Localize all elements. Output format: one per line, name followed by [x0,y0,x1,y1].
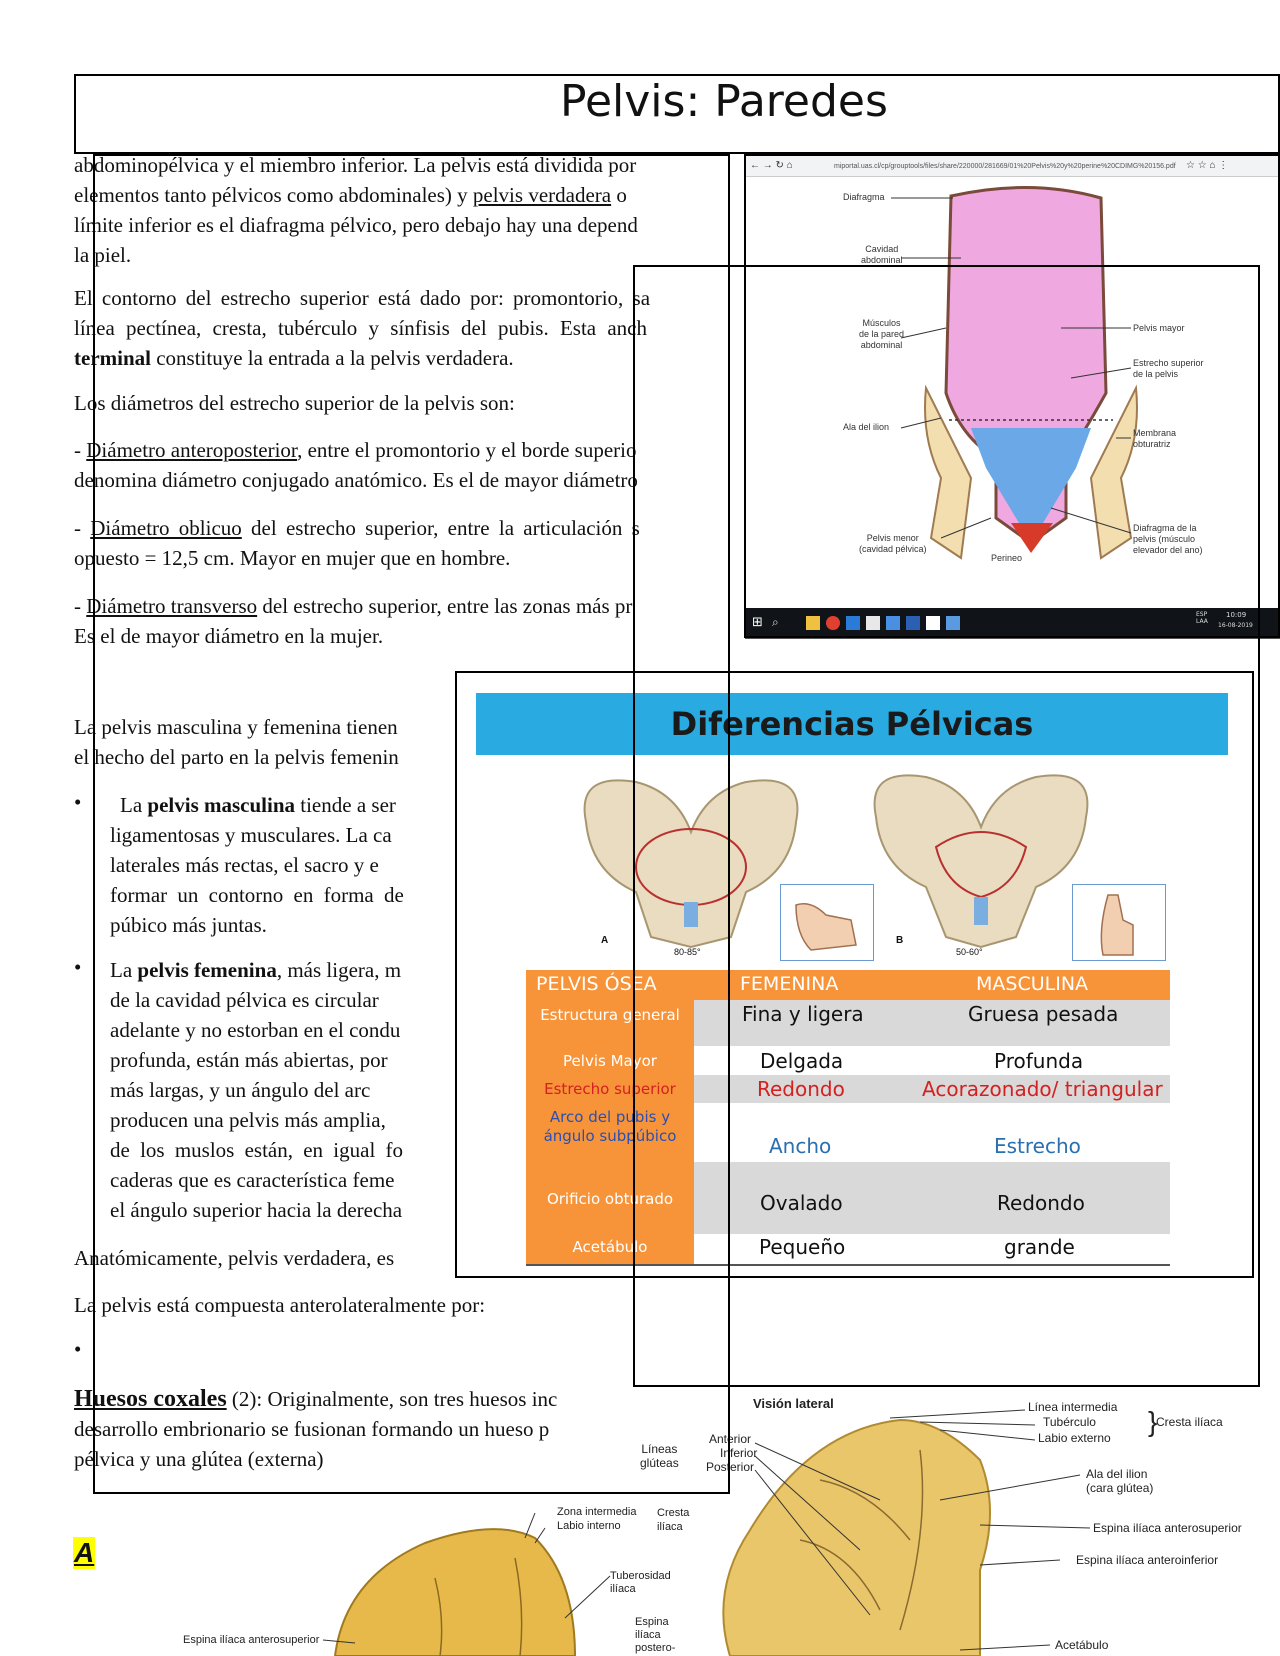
anatomicamente-line: Anatómicamente, pelvis verdadera, es [74,1246,395,1270]
b1-line: púbico más juntas. [110,913,267,937]
label-cresta-iliaca: Cresta ilíaca [1156,1415,1223,1429]
huesos-line-3: pélvica y una glútea (externa) [74,1447,324,1471]
search-icon: ⌕ [772,615,779,629]
taskbar-time: 10:09 [1226,611,1247,619]
diam-trans-term: Diámetro transverso [86,594,258,618]
page-title: Pelvis: Paredes [560,76,888,127]
cell-fem-arco: Ancho [769,1134,832,1158]
taskbar-lang: ESP LAA [1196,611,1208,625]
lateral-view-figure [640,1390,1280,1656]
cell-masc-estrecho: Acorazonado/ triangular [922,1077,1163,1101]
b1-pre: La [120,793,148,817]
label-pelvis-menor: Pelvis menor (cavidad pélvica) [859,533,927,554]
b2-line: más largas, y un ángulo del arc [110,1078,371,1102]
label-zona-intermedia: Zona intermedia [557,1506,637,1518]
medial-view-figure [95,1498,690,1656]
label-eias-lateral: Espina ilíaca anterosuperior [1093,1521,1242,1535]
label-labio-interno: Labio interno [557,1520,621,1532]
row-label-arco: Arco del pubis y ángulo subpúbico [543,1108,677,1145]
label-posterior: Posterior [706,1460,755,1474]
label-acetabulo: Acetábulo [1055,1638,1109,1652]
b2-rest: , más ligera, m [276,958,402,982]
dash-1: - [74,438,87,462]
label-estrecho-superior: Estrecho superior de la pelvis [1133,358,1204,379]
contorno-line-3-text: constituye la entrada a la pelvis verdadera. [150,346,514,370]
huesos-coxales-term: Huesos coxales [74,1386,227,1412]
row-label-pelvis-mayor: Pelvis Mayor [563,1052,657,1070]
bullet-1: • [74,790,82,814]
row-label-estrecho: Estrecho superior [544,1080,676,1098]
intro-line-1: abdominopélvica y el miembro inferior. La pelvis está dividida por [74,153,637,177]
cell-masc-acetabulo: grande [1004,1235,1075,1259]
label-inferior: Inferior [720,1446,758,1460]
angle-b: 50-60° [956,947,983,957]
start-icon: ⊞ [752,615,763,630]
b2-line: de los muslos están, en igual fo [110,1138,404,1162]
label-tuberculo: Tubérculo [1043,1415,1096,1429]
dash-3: - [74,594,87,618]
cell-fem-orificio: Ovalado [760,1191,843,1215]
b2-pre: La [110,958,138,982]
cell-masc-estructura: Gruesa pesada [968,1002,1119,1026]
cell-fem-pelvis-mayor: Delgada [760,1049,844,1073]
pelvis-verdadera-term: pelvis verdadera [472,183,612,207]
diam-obl-line-2: opuesto = 12,5 cm. Mayor en mujer que en hombre. [74,546,511,570]
label-eiai: Espina ilíaca anteroinferior [1076,1553,1219,1567]
bullet-2: • [74,955,82,979]
cell-masc-orificio: Redondo [997,1191,1085,1215]
row-label-orificio: Orificio obturado [546,1190,674,1208]
diam-ap-term: Diámetro anteroposterior [86,438,298,462]
diametros-intro: Los diámetros del estrecho superior de la pelvis son: [74,391,515,415]
browser-url: miportal.uas.cl/cp/grouptools/files/share/220000/281669/01%20Pelvis%20y%20perine%20CDIMG%20156.pdf [834,163,1176,170]
label-diafragma-pelvis: Diafragma de la pelvis (músculo elevador del ano) [1133,523,1203,555]
header-masculina: MASCULINA [976,973,1089,995]
browser-right-icons: ☆ ☆ ⌂ ⋮ [1186,160,1229,171]
fig-label-a: A [601,935,609,946]
label-membrana: Membrana obturatriz [1133,428,1177,449]
label-perineo: Perineo [991,553,1023,563]
diferencias-line-2: el hecho del parto en la pelvis femenin [74,745,399,769]
bullet-3: • [74,1337,82,1361]
label-espina-posterior: Espina ilíaca postero- [635,1616,676,1654]
cell-fem-acetabulo: Pequeño [759,1235,846,1259]
b2-line: profunda, están más abiertas, por [110,1048,388,1072]
label-pelvis-mayor: Pelvis mayor [1133,323,1185,333]
diferencias-title: Diferencias Pélvicas [670,705,1034,743]
compuesta-line: La pelvis está compuesta anterolateralmente por: [74,1293,486,1317]
b2-line: adelante y no estorban en el condu [110,1018,401,1042]
fig-label-b: B [896,935,904,946]
diferencias-line-1: La pelvis masculina y femenina tienen [74,715,398,739]
contorno-line-1: El contorno del estrecho superior está dado por: promontorio, sa [74,286,651,310]
label-lineas-gluteas: Líneas glúteas [640,1442,679,1470]
cell-fem-estructura: Fina y ligera [742,1002,864,1026]
huesos-line-2: desarrollo embrionario se fusionan formando un hueso p [74,1417,550,1441]
row-label-acetabulo: Acetábulo [572,1238,648,1256]
cell-fem-estrecho: Redondo [757,1077,845,1101]
header-pelvis-osea: PELVIS ÓSEA [536,973,657,995]
highlighted-heading-letter: A [74,1537,95,1568]
browser-nav-icons: ← → ↻ ⌂ [750,160,793,171]
b2-line: el ángulo superior hacia la derecha [110,1198,403,1222]
label-eias-medial: Espina ilíaca anterosuperior [183,1634,320,1646]
taskbar-date: 16-08-2019 [1218,622,1253,629]
angle-a: 80-85° [674,947,701,957]
diam-ap-rest: , entre el promontorio y el borde superio [297,438,637,462]
cell-masc-pelvis-mayor: Profunda [994,1049,1084,1073]
huesos-line-1-rest: (2): Originalmente, son tres huesos inc [226,1387,558,1411]
contorno-line-2: línea pectínea, cresta, tubérculo y sínfisis del pubis. Esta anch [74,316,648,340]
label-tuberosidad: Tuberosidad ilíaca [610,1570,671,1595]
label-anterior: Anterior [709,1432,752,1446]
dash-2: - [74,516,91,540]
label-cavidad: Cavidad abdominal [861,244,903,265]
terminal-term: terminal [74,346,151,370]
diam-trans-line-2: Es el de mayor diámetro en la mujer. [74,624,384,648]
label-cresta-medial: Cresta ilíaca [657,1507,690,1533]
header-femenina: FEMENINA [740,973,839,995]
label-linea-intermedia: Línea intermedia [1028,1400,1118,1414]
pelvis-femenina-term: pelvis femenina [137,958,277,982]
intro-line-3: límite inferior es el diafragma pélvico, pero debajo hay una depend [74,213,638,237]
diam-obl-term: Diámetro oblicuo [90,516,242,540]
diam-trans-rest: del estrecho superior, entre las zonas más pr [257,594,633,618]
label-musculos: Músculos de la pared abdominal [859,318,905,350]
label-diafragma: Diafragma [843,192,885,202]
b2-line: caderas que es característica feme [110,1168,395,1192]
lateral-view-title: Visión lateral [753,1396,834,1411]
b2-line: producen una pelvis más amplia, [110,1108,386,1132]
row-label-estructura: Estructura general [540,1006,680,1024]
b1-line: laterales más rectas, el sacro y e [110,853,379,877]
label-ala-ilion-glutea: Ala del ilion (cara glútea) [1086,1467,1154,1495]
label-ala-ilion: Ala del ilion [843,422,890,432]
diam-obl-rest: del estrecho superior, entre la articulación s [241,516,640,540]
intro-line-2-text: elementos tanto pélvicos como abdominales) y [74,183,468,207]
diam-ap-line-2: denomina diámetro conjugado anatómico. Es el de mayor diámetro [74,468,638,492]
b1-line: ligamentosas y musculares. La ca [110,823,392,847]
b1-line: formar un contorno en forma de [110,883,404,907]
frame-left-textbox [93,154,730,1494]
pelvis-masculina-term: pelvis masculina [147,793,296,817]
cell-masc-arco: Estrecho [994,1134,1081,1158]
intro-line-2-tail: o [611,183,627,207]
brace-cresta: } [1148,1406,1158,1437]
b2-line: de la cavidad pélvica es circular [110,988,379,1012]
intro-line-4: la piel. [74,243,132,267]
b1-rest: tiende a ser [295,793,396,817]
label-labio-externo: Labio externo [1038,1431,1111,1445]
